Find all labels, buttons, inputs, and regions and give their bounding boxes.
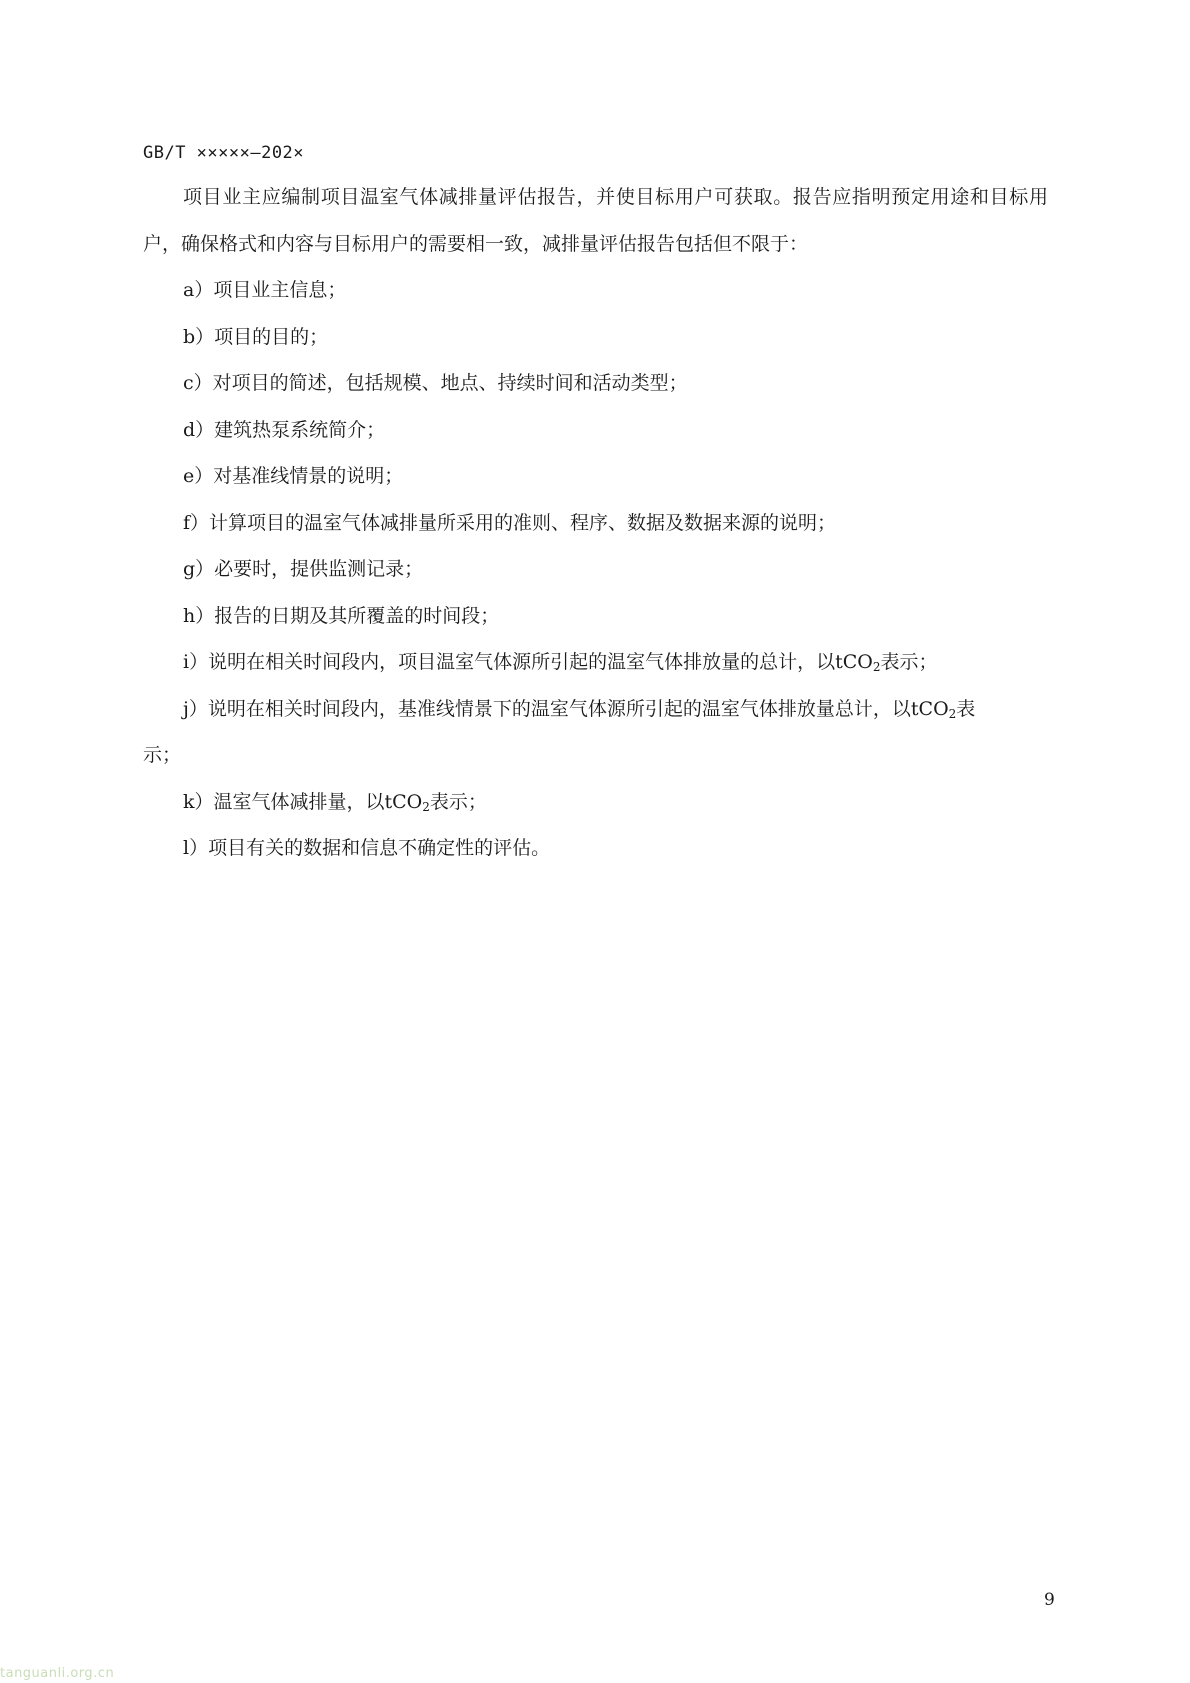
- list-item-e: e）对基准线情景的说明；: [183, 465, 404, 487]
- list-item-j-continuation: 示；: [143, 744, 182, 766]
- list-item-j-text: j）说明在相关时间段内，基准线情景下的温室气体源所引起的温室气体排放量总计，以tCO: [183, 697, 949, 720]
- subscript-2: 2: [948, 706, 957, 721]
- list-item-h: h）报告的日期及其所覆盖的时间段；: [183, 604, 500, 627]
- page-number: 9: [1044, 1590, 1055, 1610]
- subscript-2: 2: [422, 799, 430, 814]
- list-item-g: g）必要时，提供监测记录；: [183, 558, 424, 580]
- list-item-i-suffix: 表示；: [880, 651, 938, 673]
- list-item-i-text: i）说明在相关时间段内，项目温室气体源所引起的温室气体排放量的总计，以tCO: [183, 651, 873, 673]
- list-item-l: l）项目有关的数据和信息不确定性的评估。: [183, 837, 551, 859]
- list-item-i: [143, 639, 1048, 686]
- list-item-c: c）对项目的简述，包括规模、地点、持续时间和活动类型；: [183, 372, 688, 394]
- list-item-b: b）项目的目的；: [183, 325, 329, 348]
- intro-paragraph: 项目业主应编制项目温室气体减排量评估报告，并使目标用户可获取。报告应指明预定用途和目标用户，确保格式和内容与目标用户的需要相一致，减排量评估报告包括但不限于：: [143, 186, 1048, 255]
- standard-code-header: GB/T ×××××—202×: [143, 143, 305, 163]
- document-body: [143, 174, 1048, 872]
- list-item-k: [143, 779, 1048, 826]
- list-item-k-text: k）温室气体减排量，以tCO: [183, 790, 423, 813]
- list-item-j: [143, 686, 1048, 779]
- list-item-f: f）计算项目的温室气体减排量所采用的准则、程序、数据及数据来源的说明；: [183, 511, 837, 534]
- watermark-text: tanguanli.org.cn: [0, 1666, 115, 1681]
- subscript-2: 2: [872, 660, 881, 674]
- list-item-k-suffix: 表示；: [429, 790, 487, 813]
- list-item-d: d）建筑热泵系统简介；: [183, 418, 386, 441]
- list-item-a: a）项目业主信息；: [183, 279, 347, 301]
- list-item-j-suffix: 表: [956, 697, 976, 720]
